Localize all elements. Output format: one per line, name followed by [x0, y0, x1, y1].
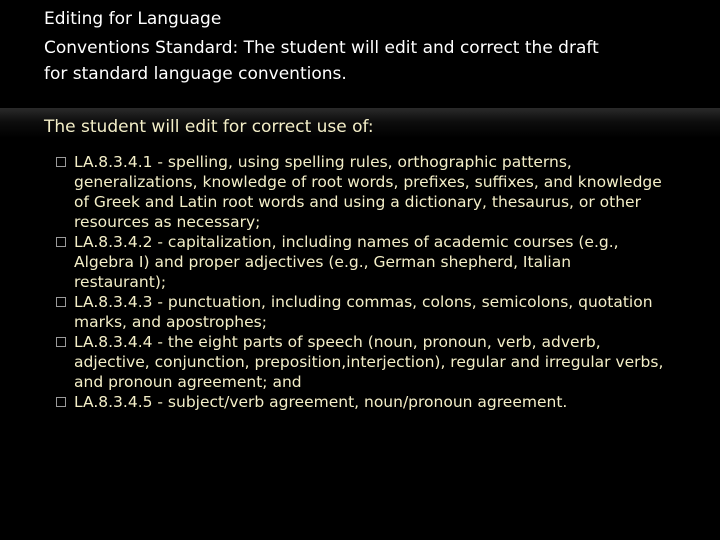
- bullet-list: [56, 152, 666, 412]
- square-bullet-icon: [56, 337, 66, 347]
- list-item: [56, 232, 666, 292]
- slide-title-area: [0, 0, 720, 108]
- bullet-text: LA.8.3.4.1 - spelling, using spelling rules, orthographic patterns, generalizations, knowledge of root words, prefixes, suffixes, and knowledge of Greek and Latin root words and using a dictionary, thesaurus, or other resources as necessary;: [74, 153, 662, 231]
- bullet-text: LA.8.3.4.5 - subject/verb agreement, noun/pronoun agreement.: [74, 393, 568, 411]
- square-bullet-icon: [56, 237, 66, 247]
- square-bullet-icon: [56, 157, 66, 167]
- square-bullet-icon: [56, 297, 66, 307]
- list-item: [56, 332, 666, 392]
- slide-title-line-2: Conventions Standard: The student will edit and correct the draft: [44, 38, 599, 58]
- bullet-text: LA.8.3.4.4 - the eight parts of speech (noun, pronoun, verb, adverb, adjective, conjunction, preposition,interjection), regular and irregular verbs, and pronoun agreement; and: [74, 333, 664, 391]
- list-item: [56, 152, 666, 232]
- list-item: [56, 392, 666, 412]
- slide-title-line-3: for standard language conventions.: [44, 64, 347, 84]
- slide-subtitle: The student will edit for correct use of:: [44, 117, 374, 137]
- bullet-text: LA.8.3.4.3 - punctuation, including commas, colons, semicolons, quotation marks, and apostrophes;: [74, 293, 653, 331]
- list-item: [56, 292, 666, 332]
- square-bullet-icon: [56, 397, 66, 407]
- slide-title-line-1: Editing for Language: [44, 9, 222, 29]
- slide-body: [0, 108, 720, 540]
- bullet-text: LA.8.3.4.2 - capitalization, including names of academic courses (e.g., Algebra I) and proper adjectives (e.g., German shepherd, Italian restaurant);: [74, 233, 619, 291]
